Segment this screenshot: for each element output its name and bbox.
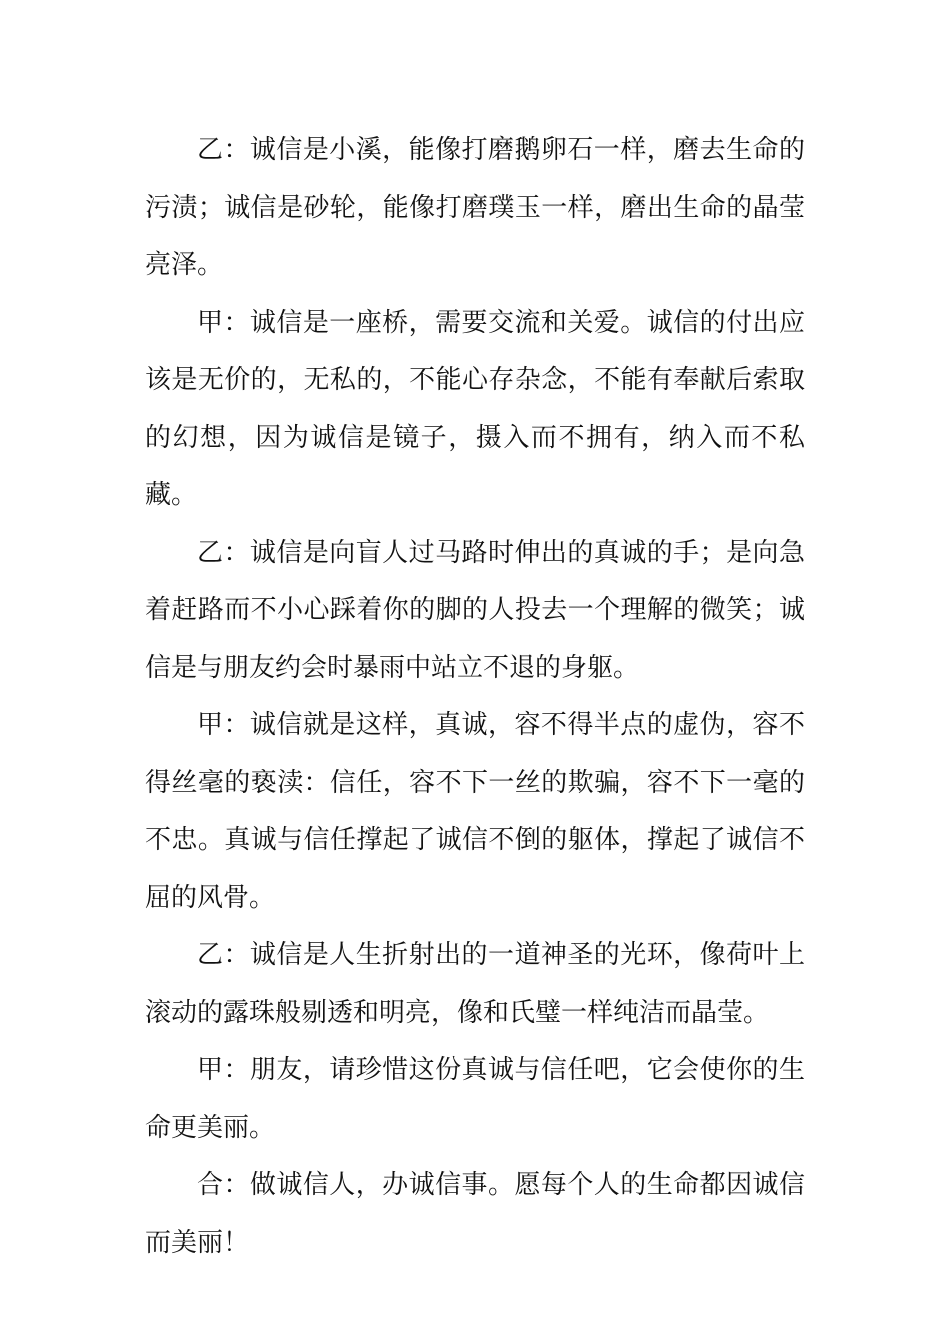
- paragraph: 甲：朋友，请珍惜这份真诚与信任吧，它会使你的生命更美丽。: [145, 1055, 805, 1143]
- document-body: [145, 122, 805, 1272]
- paragraph: 合：做诚信人，办诚信事。愿每个人的生命都因诚信而美丽！: [145, 1170, 805, 1258]
- paragraph: 乙：诚信是向盲人过马路时伸出的真诚的手；是向急着赶路而不小心踩着你的脚的人投去一个理解的微笑；诚信是与朋友约会时暴雨中站立不退的身躯。: [145, 537, 805, 683]
- paragraph: 乙：诚信是小溪，能像打磨鹅卵石一样，磨去生命的污渍；诚信是砂轮，能像打磨璞玉一样，磨出生命的晶莹亮泽。: [145, 135, 805, 280]
- paragraph: 甲：诚信是一座桥，需要交流和关爱。诚信的付出应该是无价的，无私的，不能心存杂念，不能有奉献后索取的幻想，因为诚信是镜子，摄入而不拥有，纳入而不私藏。: [145, 307, 805, 510]
- paragraph: 乙：诚信是人生折射出的一道神圣的光环，像荷叶上滚动的露珠般剔透和明亮，像和氏璧一样纯洁而晶莹。: [145, 940, 805, 1028]
- paragraph: 甲：诚信就是这样，真诚，容不得半点的虚伪，容不得丝毫的亵渎：信任，容不下一丝的欺骗，容不下一毫的不忠。真诚与信任撑起了诚信不倒的躯体，撑起了诚信不屈的风骨。: [145, 710, 805, 913]
